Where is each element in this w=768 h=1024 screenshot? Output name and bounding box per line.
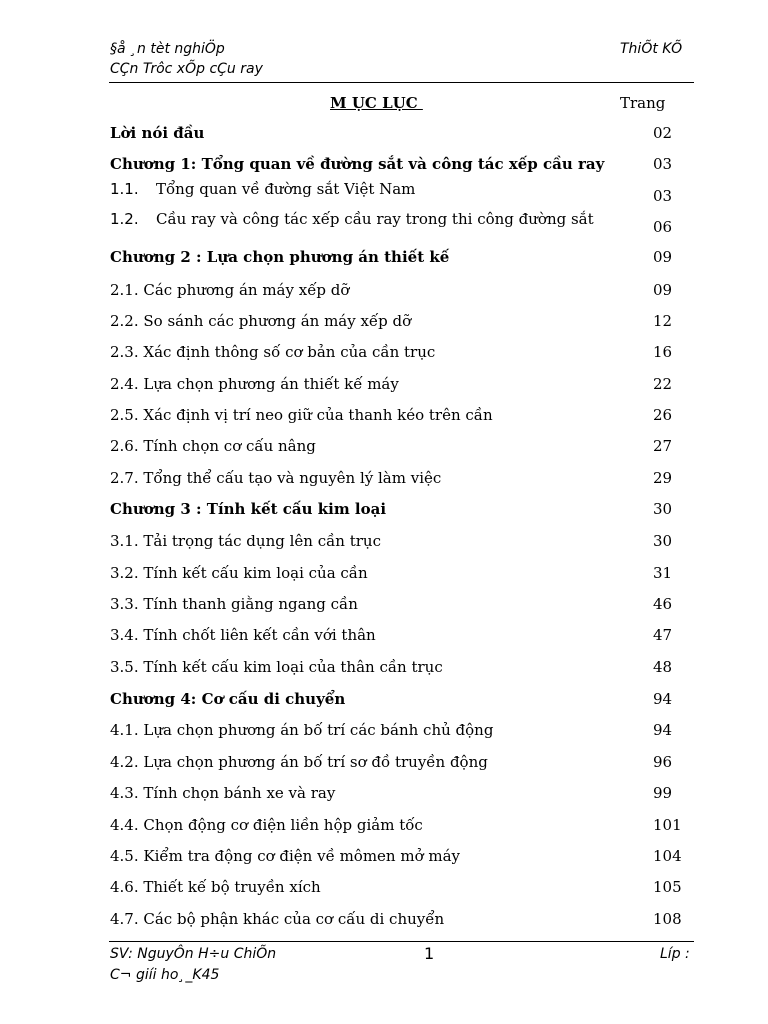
toc-entry-text: Chương 3 : Tính kết cấu kim loại [110, 500, 387, 518]
toc-entry-text: 2.5. Xác định vị trí neo giữ của thanh kéo trên cần [110, 406, 493, 424]
toc-entry [110, 784, 335, 802]
toc-entry-page: 47 [653, 626, 673, 644]
toc-entry-page: 48 [653, 658, 673, 676]
toc-entry-text: 4.5. Kiểm tra động cơ điện về mômen mở máy [110, 847, 461, 865]
toc-entry [110, 721, 493, 739]
toc-entry [110, 595, 358, 613]
toc-entry-text: 2.4. Lựa chọn phương án thiết kế máy [110, 375, 399, 393]
toc-entry-text: 4.3. Tính chọn bánh xe và ray [110, 784, 336, 802]
toc-entry-page: 03 [653, 155, 673, 173]
toc-entry-text: Chương 1: Tổng quan về đường sắt và công tác xếp cầu ray [110, 155, 605, 173]
toc-entry-page: 105 [653, 878, 682, 896]
page-column-label: Trang [620, 94, 666, 112]
toc-title: M ỤC LỤC [330, 94, 423, 112]
toc-entry-number: 1.2. [110, 210, 139, 228]
toc-entry-page: 12 [653, 312, 673, 330]
toc-entry [110, 406, 493, 424]
toc-entry-text: 4.7. Các bộ phận khác của cơ cấu di chuyển [110, 910, 445, 928]
toc-chapter-heading [110, 155, 604, 173]
toc-entry-text: 2.6. Tính chọn cơ cấu nâng [110, 437, 316, 455]
toc-entry-page: 30 [653, 532, 673, 550]
toc-entry-page: 03 [653, 187, 673, 205]
toc-entry-page: 99 [653, 784, 673, 802]
toc-entry-page: 101 [653, 816, 682, 834]
toc-entry [110, 626, 376, 644]
toc-entry-number: 1.1. [110, 180, 139, 198]
toc-entry-page: 16 [653, 343, 673, 361]
toc-entry-text: 3.4. Tính chốt liên kết cần với thân [110, 626, 376, 644]
toc-entry-text: 4.6. Thiết kế bộ truyền xích [110, 878, 321, 896]
toc-entry [110, 910, 444, 928]
toc-entry-page: 108 [653, 910, 682, 928]
toc-entry-page: 94 [653, 721, 673, 739]
toc-entry-page: 46 [653, 595, 673, 613]
toc-entry-text: 3.1. Tải trọng tác dụng lên cần trục [110, 532, 381, 550]
toc-entry-page: 22 [653, 375, 673, 393]
toc-entry [110, 532, 381, 550]
toc-chapter-heading [110, 500, 386, 518]
toc-entry [110, 753, 488, 771]
toc-entry-text: 2.7. Tổng thể cấu tạo và nguyên lý làm việc [110, 469, 442, 487]
toc-entry-text: Tổng quan về đường sắt Việt Nam [156, 180, 416, 198]
toc-entry-page: 29 [653, 469, 673, 487]
toc-entry-page: 96 [653, 753, 673, 771]
footer-right: Líp : [660, 946, 690, 962]
toc-entry-text: 4.2. Lựa chọn phương án bố trí sơ đồ truyền động [110, 753, 488, 771]
page-number: 1 [424, 944, 435, 963]
header-left-line1: §å ¸n tèt nghiÖp [110, 41, 225, 57]
header-right: ThiÕt KÕ [620, 41, 683, 57]
toc-entry [110, 210, 594, 228]
toc-entry-text: Chương 2 : Lựa chọn phương án thiết kế [110, 248, 450, 266]
toc-entry [110, 469, 441, 487]
toc-entry-text: Cầu ray và công tác xếp cầu ray trong thi công đường sắt [156, 210, 594, 228]
toc-chapter-heading [110, 248, 449, 266]
toc-entry [110, 312, 411, 330]
toc-entry [110, 878, 321, 896]
toc-entry [110, 564, 368, 582]
toc-chapter-heading [110, 124, 204, 142]
toc-entry [110, 281, 349, 299]
footer-class: C¬ giíi ho¸_K45 [110, 967, 220, 983]
toc-entry-text: Lời nói đầu [110, 124, 205, 142]
toc-entry [110, 658, 443, 676]
toc-entry [110, 816, 423, 834]
toc-entry-page: 06 [653, 218, 673, 236]
toc-entry [110, 343, 435, 361]
toc-entry-text: 3.2. Tính kết cấu kim loại của cần [110, 564, 368, 582]
toc-entry-page: 30 [653, 500, 673, 518]
toc-entry-text: 2.2. So sánh các phương án máy xếp dỡ [110, 312, 412, 330]
toc-entry-page: 09 [653, 281, 673, 299]
header-left-line2: CÇn Trôc xÕp cÇu ray [110, 61, 263, 77]
footer-student-name: SV: NguyÔn H÷u ChiÕn [110, 946, 277, 962]
toc-entry-page: 09 [653, 248, 673, 266]
toc-entry [110, 437, 316, 455]
toc-entry [110, 180, 415, 198]
toc-entry-text: 4.4. Chọn động cơ điện liền hộp giảm tốc [110, 816, 423, 834]
toc-entry-text: Chương 4: Cơ cấu di chuyển [110, 690, 346, 708]
toc-entry-page: 26 [653, 406, 673, 424]
toc-entry-page: 02 [653, 124, 673, 142]
toc-entry-text: 3.3. Tính thanh giằng ngang cần [110, 595, 358, 613]
toc-entry [110, 847, 460, 865]
toc-entry-text: 4.1. Lựa chọn phương án bố trí các bánh chủ động [110, 721, 494, 739]
toc-entry-page: 31 [653, 564, 673, 582]
toc-entry-text: 2.1. Các phương án máy xếp dỡ [110, 281, 350, 299]
toc-entry-page: 27 [653, 437, 673, 455]
toc-chapter-heading [110, 690, 345, 708]
toc-entry-text: 2.3. Xác định thông số cơ bản của cần trục [110, 343, 436, 361]
toc-entry-page: 94 [653, 690, 673, 708]
toc-entry-text: 3.5. Tính kết cấu kim loại của thân cần trục [110, 658, 443, 676]
toc-entry [110, 375, 399, 393]
footer-rule [109, 941, 694, 942]
toc-entry-page: 104 [653, 847, 682, 865]
